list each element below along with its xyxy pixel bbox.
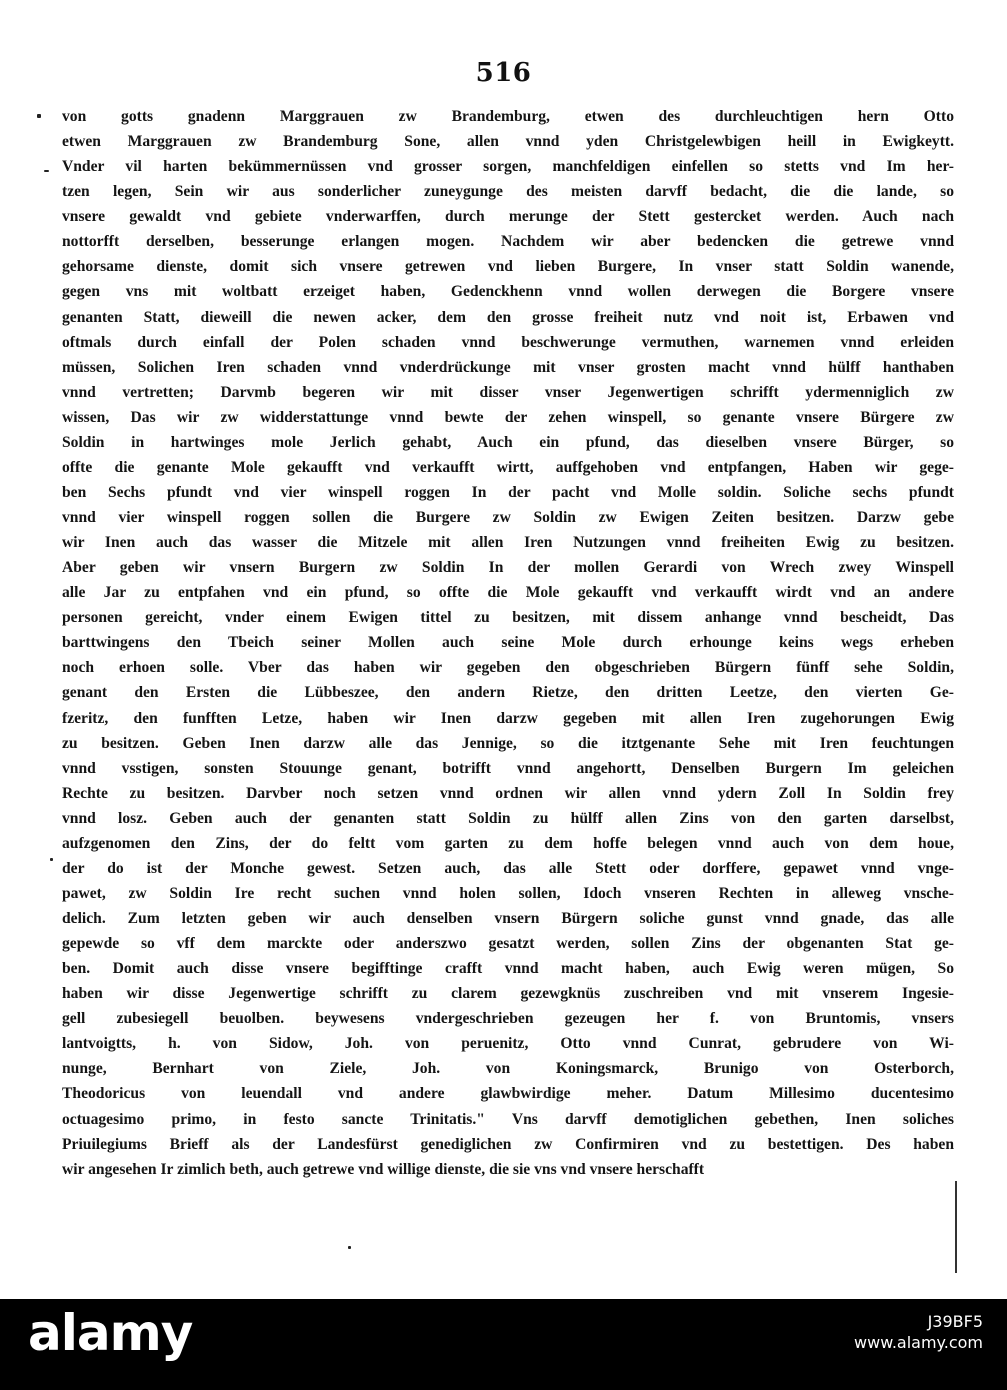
text-line: oftmals durch einfall der Polen schaden vnnd beschwerunge vermuthen, warnemen vnnd erleiden [62,333,954,351]
text-line: vnnd losz. Geben auch der genanten statt Soldin zu hülff allen Zins von den garten darselbst, [62,809,954,827]
text-line: nunge, Bernhart von Ziele, Joh. von Koningsmarck, Brunigo von Osterborch, [62,1060,954,1078]
text-line: tzen legen, Sein wir aus sonderlicher zuneygunge des meisten darvff bedacht, die die lande, so [62,183,954,201]
brand-logo: alamy [28,1304,193,1362]
page-number: 516 [475,58,532,88]
text-line: zu besitzen. Geben Inen darzw alle das Jennige, so die itztgenante Sehe mit Iren feuchtungen [62,734,954,752]
margin-mark-top [37,114,41,118]
text-line: genant den Ersten die Lübbeszee, den andern Rietze, den dritten Leetze, den vierten Ge- [62,684,954,702]
text-line: der do ist der Monche gewest. Setzen auch, das alle Stett oder dorffere, gepawet vnnd vnge- [62,859,954,877]
text-line: ben. Domit auch disse vnsere begifftinge crafft vnnd macht haben, auch Ewig weren mügen, So [62,960,954,978]
text-line: lantvoigtts, h. von Sidow, Joh. von peruenitz, Otto vnnd Cunrat, gebrudere von Wi- [62,1035,954,1053]
text-line: vnnd vsstigen, sonsten Stouunge genant, botrifft vnnd angehortt, Denselben Burgern Im geleichen [62,759,954,777]
text-line: barttwingens den Tbeich seiner Mollen auch seine Mole durch erhounge keins wegs erheben [62,634,954,652]
body-text [62,104,954,1182]
text-line: genanten Statt, dieweill die newen acker, dem den grosse freiheit nutz vnd noit ist, Erbawen vnd [62,308,954,326]
text-line: vnnd vertretten; Darvmb begeren wir mit disser vnser Jegenwertigen schrifft ydermenniglich zw [62,383,954,401]
text-line: haben wir disse Jegenwertige schrifft zu clarem gezewgknüs zuschreiben vnd mit vnserem Ingesie- [62,985,954,1003]
text-line: personen gereicht, vnder einem Ewigen tittel zu besitzen, mit dissem anhange vnnd bescheidt, Das [62,609,954,627]
text-line: ben Sechs pfundt vnd vier winspell roggen In der pacht vnd Molle soldin. Soliche sechs pfundt [62,483,954,501]
stock-url: www.alamy.com [854,1333,983,1352]
text-line: Priuilegiums Brieff als der Landesfürst genediglichen zw Confirmiren vnd zu bestettigen. Des haben [62,1135,954,1153]
text-line: octuagesimo primo, in festo sancte Trinitatis." Vns darvff demotiglichen gebethen, Inen soliches [62,1110,954,1128]
text-line: offte die genante Mole gekaufft vnd verkaufft wirtt, auffgehoben vnd entpfangen, Haben wir gege- [62,458,954,476]
text-line: alle Jar zu entpfahen vnd ein pfund, so offte die Mole gekaufft vnd verkaufft wirdt vnd an andere [62,584,954,602]
text-line: Vnder vil harten bekümmernüssen vnd grosser sorgen, manchfeldigen einfellen so stetts vnd Im her- [62,158,954,176]
text-line: noch erhoen solle. Vber das haben wir gegeben den obgeschrieben Bürgern fünff sehe Soldin, [62,659,954,677]
text-line: wissen, Das wir zw widderstattunge vnnd bewte der zehen winspell, so genante vnsere Bürgere zw [62,408,954,426]
text-line: gell zubesiegell beuolben. beywesens vndergeschrieben gezeugen her f. von Bruntomis, vnsers [62,1010,954,1028]
text-line: fzeritz, den funfften Letze, haben wir Inen darzw gegeben mit allen Iren zugehorungen Ewig [62,709,954,727]
margin-mark-lower [50,858,53,861]
margin-mark-bottom [348,1246,351,1249]
text-line: delich. Zum letzten geben wir auch denselben vnsern Bürgern soliche gunst vnnd gnade, das alle [62,910,954,927]
text-line: vnnd vier winspell roggen sollen die Burgere zw Soldin zw Ewigen Zeiten besitzen. Darzw gebe [62,509,954,526]
text-line: nottorfft derselben, besserunge erlangen mogen. Nachdem wir aber bedencken die getrewe vnnd [62,233,954,251]
margin-rule [955,1181,957,1273]
text-line: gegen vns mit woltbatt erzeiget haben, Gedenckhenn vnnd wollen derwegen die Borgere vnsere [62,283,954,301]
text-line: gepewde so vff dem marckte oder anderszwo gesatzt werden, sollen Zins der obgenanten Stat ge- [62,935,954,953]
text-line: von gotts gnadenn Marggrauen zw Brandemburg, etwen des durchleuchtigen hern Otto [62,108,954,125]
text-line: aufzgenomen den Zins, der do feltt vom garten zu dem hoffe belegen vnnd auch von dem houe, [62,834,954,852]
text-line: etwen Marggrauen zw Brandemburg Sone, allen vnnd yden Christgelewbigen heill in Ewigkeytt. [62,133,954,151]
text-line: Aber geben wir vnsern Burgern zw Soldin In der mollen Gerardi von Wrech zwey Winspell [62,559,954,577]
text-line: Theodoricus von leuendall vnd andere glawbwirdige meher. Datum Millesimo ducentesimo [62,1085,954,1103]
text-line: gehorsame dienste, domit sich vnsere getrewen vnd lieben Burgere, In vnser statt Soldin wanende, [62,258,954,276]
text-line: wir Inen auch das wasser die Mitzele mit allen Iren Nutzungen vnnd freiheiten Ewig zu besitzen. [62,534,954,552]
text-line: pawet, zw Soldin Ire recht suchen vnnd holen sollen, Idoch vnseren Rechten in alleweg vnsche- [62,884,954,902]
text-line: wir angesehen Ir zimlich beth, auch getrewe vnd willige dienste, die sie vns vnd vnsere herschafft [62,1160,705,1178]
text-line: Rechte zu besitzen. Darvber noch setzen vnnd ordnen wir allen vnnd ydern Zoll In Soldin frey [62,784,954,802]
text-line: vnsere gewaldt vnd gebiete vnderwarffen, durch merunge der Stett gestercket werden. Auch nach [62,208,954,226]
text-line: müssen, Solichen Iren schaden vnnd vnderdrückunge mit vnser grosten macht vnnd hülff hanthaben [62,358,954,376]
image-id: J39BF5 [927,1312,983,1331]
text-line: Soldin in hartwinges mole Jerlich gehabt, Auch ein pfund, das dieselben vnsere Bürger, so [62,433,954,451]
margin-mark-mid [44,170,49,172]
